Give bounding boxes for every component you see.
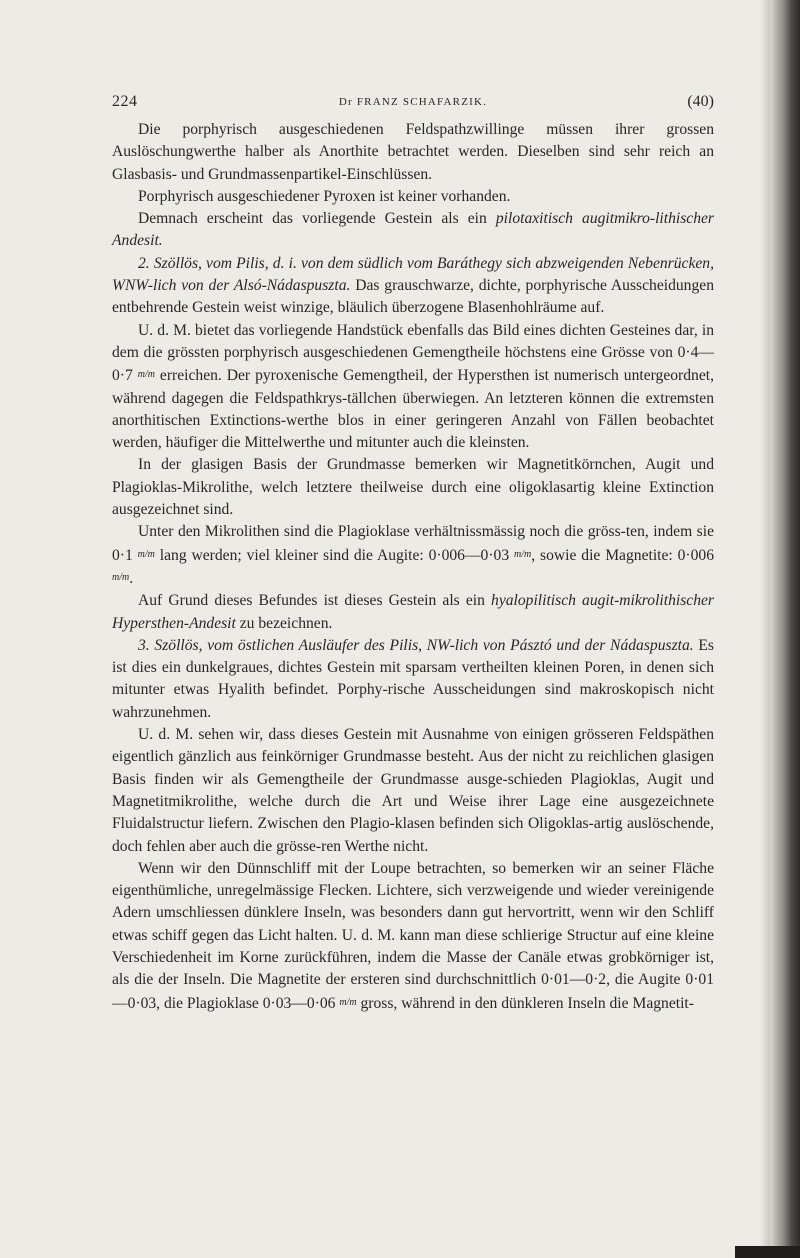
paragraph: Auf Grund dieses Befundes ist dieses Gestein als ein hyalopilitisch augit-mikrolithischer Hypersthen-Andesit zu bezeichnen. bbox=[112, 592, 714, 632]
paragraph: Unter den Mikrolithen sind die Plagioklase verhältnissmässig noch die gröss-ten, indem sie 0·1 m/m lang werden; viel kleiner sind die Augite: 0·006—0·03 m/m, sowie die Magnetite: 0·006 m/m. bbox=[112, 523, 714, 587]
unit-label: m/m bbox=[339, 996, 357, 1008]
page-header bbox=[112, 93, 714, 117]
running-title: Dr FRANZ SCHAFARZIK. bbox=[338, 96, 488, 108]
paragraph: Demnach erscheint das vorliegende Gestein als ein pilotaxitisch augitmikro-lithischer Andesit. bbox=[112, 210, 714, 250]
paragraph: Die porphyrisch ausgeschiedenen Feldspathzwillinge müssen ihrer grossen Auslöschungwerthe halber als Anorthite betrachtet werden. Dieselben sind sehr reich an Glasbasis- und Grundmassenpartikel-Einschlüssen. bbox=[112, 121, 714, 183]
unit-label: m/m bbox=[514, 548, 532, 560]
unit-label: m/m bbox=[137, 369, 155, 381]
paragraph: Porphyrisch ausgeschiedener Pyroxen ist keiner vorhanden. bbox=[138, 187, 511, 205]
unit-label: m/m bbox=[137, 548, 155, 560]
sample-heading: 3. Szöllös, vom östlichen Ausläufer des Pilis, NW-lich von Pásztó und der Nádaspuszta. bbox=[138, 636, 694, 654]
paragraph: In der glasigen Basis der Grundmasse bemerken wir Magnetitkörnchen, Augit und Plagioklas-Mikrolithe, welch letztere theilweise durch eine oligoklasartig kleine Extinction ausgezeichnet sind. bbox=[112, 456, 714, 519]
rock-classification: pilotaxitisch augitmikro-lithischer Andesit. bbox=[112, 210, 714, 250]
rock-classification: hyalopilitisch augit-mikrolithischer Hypersthen-Andesit bbox=[112, 592, 714, 632]
paragraph: Wenn wir den Dünnschliff mit der Loupe betrachten, so bemerken wir an seiner Fläche eigenthümliche, unregelmässige Flecken. Lichtere, sich verzweigende und wieder vereinigende Adern umschliessen dünklere Inseln, was besonders dann gut hervortritt, wenn wir den Schliff etwas schiff gegen das Licht halten. U. d. M. kann man diese schlierige Structur auf eine kleine Verschiedenheit im Korne zurückführen, indem die Masse der Canäle etwas grobkörniger ist, als die der Inseln. Die Magnetite der ersteren sind durchschnittlich 0·01—0·2, die Augite 0·01—0·03, die Plagioklase 0·03—0·06 m/m gross, während in den dünkleren Inseln die Magnetit- bbox=[112, 859, 714, 1012]
section-number: (40) bbox=[687, 93, 714, 110]
sample-heading-paragraph: 2. Szöllös, vom Pilis, d. i. von dem südlich vom Baráthegy sich abzweigenden Nebenrücken, WNW-lich von der Alsó-Nádaspuszta. Das grauschwarze, dichte, porphyrische Ausscheidungen entbehrende Gestein weist winzige, bläulich überzogene Blasenhohlräume auf. bbox=[112, 254, 714, 317]
sample-heading: 2. Szöllös, vom Pilis, d. i. von dem südlich vom Baráthegy sich abzweigenden Nebenrücken, WNW-lich von der Alsó-Nádaspuszta. bbox=[112, 254, 714, 295]
paragraph: U. d. M. sehen wir, dass dieses Gestein mit Ausnahme von einigen grösseren Feldspäthen eigentlich gänzlich aus feinkörniger Grundmasse besteht. Aus der nicht zu reichlichen glasigen Basis finden wir als Gemengtheile der Grundmasse ausge-schieden Plagioklas, Augit und Magnetitmikrolithe, welche durch die Art und Weise ihrer Lage eine ausgezeichnete Fluidalstructur liefern. Zwischen den Plagio-klasen befinden sich Oligoklas-artig auslöschende, doch fehlen aber auch die grösse-ren Werthe nicht. bbox=[112, 726, 714, 855]
body-text bbox=[112, 119, 714, 1015]
unit-label: m/m bbox=[112, 571, 130, 583]
sample-heading-paragraph: 3. Szöllös, vom östlichen Ausläufer des Pilis, NW-lich von Pásztó und der Nádaspuszta. Es ist dies ein dunkelgraues, dichtes Gestein mit sparsam vertheilten kleinen Poren, in denen sich mitunter etwas Hyalith befindet. Porphy-rische Ausscheidungen sind makroskopisch nicht wahrzunehmen. bbox=[112, 636, 714, 721]
scan-border bbox=[735, 1246, 800, 1258]
paragraph: U. d. M. bietet das vorliegende Handstück ebenfalls das Bild eines dichten Gesteines dar, in dem die grössten porphyrisch ausgeschiedenen Gemengtheile höchstens eine Grösse von 0·4—0·7 m/m erreichen. Der pyroxenische Gemengtheil, der Hypersthen ist numerisch untergeordnet, während dagegen die Feldspathkrys-tällchen überwiegen. An letzteren können die extremsten anorthitischen Extinctions-werthe blos in einer geringeren Anzahl von Fällen beobachtet werden, häufiger die Mittelwerthe und mitunter auch die kleinsten. bbox=[112, 321, 714, 452]
book-spine-edge bbox=[770, 0, 800, 1258]
page-number: 224 bbox=[112, 93, 138, 110]
